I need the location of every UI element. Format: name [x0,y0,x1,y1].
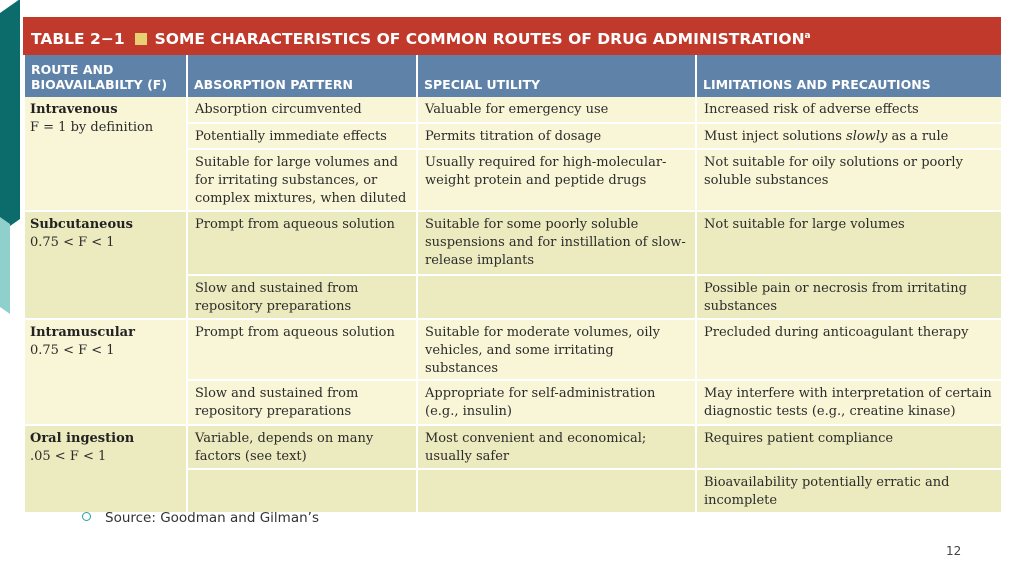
table-cell: Precluded during anticoagulant therapy [696,319,1002,380]
table-cell: Possible pain or necrosis from irritating substances [696,275,1002,319]
table-row [24,425,1002,469]
table-cell: Absorption circumvented [187,97,417,123]
table-cell: Prompt from aqueous solution [187,211,417,275]
table-cell: Potentially immediate effects [187,123,417,149]
table-title: SOME CHARACTERISTICS OF COMMON ROUTES OF DRUG ADMINISTRATION [154,30,805,48]
table-cell: Permits titration of dosage [417,123,696,149]
route-cell-intramuscular: Intramuscular 0.75 < F < 1 [24,319,187,425]
table-cell: Requires patient compliance [696,425,1002,469]
route-cell-oral: Oral ingestion .05 < F < 1 [24,425,187,513]
routes-table [23,55,1003,514]
table-cell: Suitable for some poorly soluble suspensions and for instillation of slow-release implants [417,211,696,275]
table-cell: Not suitable for large volumes [696,211,1002,275]
table-row [24,319,1002,380]
table-row [24,211,1002,275]
table-cell: Increased risk of adverse effects [696,97,1002,123]
table-cell: Appropriate for self-administration (e.g., insulin) [417,380,696,425]
route-cell-subcutaneous: Subcutaneous 0.75 < F < 1 [24,211,187,319]
table-cell: Slow and sustained from repository preparations [187,380,417,425]
table-cell: Prompt from aqueous solution [187,319,417,380]
header-limitations: LIMITATIONS AND PRECAUTIONS [696,55,1002,97]
source-footnote: Source: Goodman and Gilman’s [82,510,319,526]
table-cell: Must inject solutions slowly as a rule [696,123,1002,149]
header-utility: SPECIAL UTILITY [417,55,696,97]
header-absorption: ABSORPTION PATTERN [187,55,417,97]
route-cell-intravenous: Intravenous F = 1 by definition [24,97,187,211]
table-cell: May interfere with interpretation of certain diagnostic tests (e.g., creatine kinase) [696,380,1002,425]
table-cell: Slow and sustained from repository preparations [187,275,417,319]
table-cell: Bioavailability potentially erratic and incomplete [696,469,1002,513]
table-title-bar [23,17,1001,55]
square-icon [135,33,147,45]
table-cell [417,469,696,513]
table-cell: Suitable for moderate volumes, oily vehicles, and some irritating substances [417,319,696,380]
table-cell: Usually required for high-molecular-weight protein and peptide drugs [417,149,696,211]
bullet-icon [82,512,91,521]
table-cell: Not suitable for oily solutions or poorly soluble substances [696,149,1002,211]
table-label: TABLE 2−1 [31,30,125,48]
page-number: 12 [946,544,962,558]
title-footnote-marker: a [804,31,811,41]
table-cell: Valuable for emergency use [417,97,696,123]
table-header-row [24,55,1002,97]
table-cell: Variable, depends on many factors (see text) [187,425,417,469]
table-cell: Most convenient and economical; usually safer [417,425,696,469]
table-row [24,97,1002,123]
table-cell [417,275,696,319]
table-cell: Suitable for large volumes and for irritating substances, or complex mixtures, when diluted [187,149,417,211]
header-route: ROUTE AND BIOAVAILABILTY (F) [24,55,187,97]
table-cell [187,469,417,513]
